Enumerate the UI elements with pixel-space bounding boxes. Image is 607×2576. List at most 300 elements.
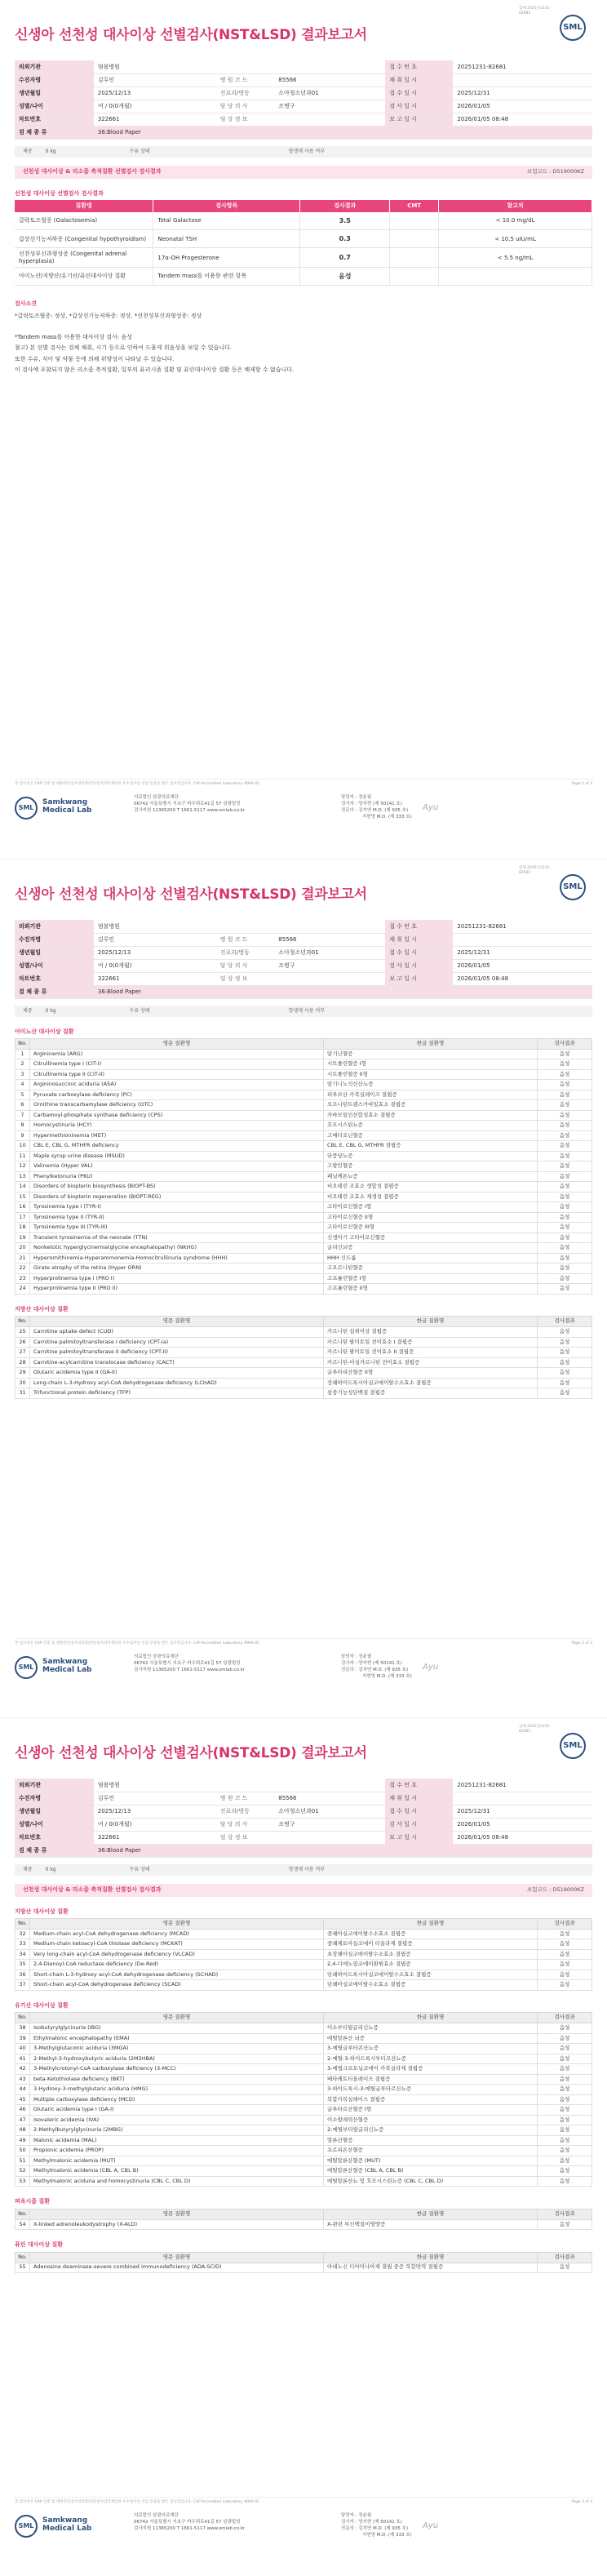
result-cell: 갈락토즈혈증 (Galactosemia) [15, 212, 153, 230]
peroxisomal-table [15, 2209, 592, 2231]
result-cell: 갑상선기능저하증 (Congenital hypothyroidism) [15, 230, 153, 248]
main-header-cell: 참고치 [439, 200, 592, 212]
disease-row [16, 1357, 592, 1368]
disease-cell: 음성 [538, 1059, 592, 1070]
disease-cell: 글루타르산혈증 I형 [324, 2105, 538, 2116]
disease-cell: 음성 [538, 2054, 592, 2064]
disease-row [16, 2156, 592, 2166]
disease-cell: 음성 [538, 2115, 592, 2125]
disease-cell: 음성 [538, 1368, 592, 1379]
disease-row [16, 1141, 592, 1152]
signature: Ayu [423, 1663, 439, 1672]
disease-cell: 19 [16, 1232, 30, 1243]
result-row [15, 230, 592, 248]
disease-cell: 음성 [538, 1327, 592, 1338]
peroxisomal-section-title: 퍼옥시좀 질환 [15, 2198, 51, 2205]
disease-cell: 음성 [538, 1960, 592, 1970]
result-cell: Neonatal TSH [153, 230, 300, 248]
disease-cell: 카르니틴 팔미토일 전이효소 I 결핍증 [324, 1337, 538, 1348]
list-header-cell: 검사결과 [538, 1317, 592, 1327]
result-cell [390, 248, 439, 268]
disease-row [16, 1151, 592, 1161]
list-header-cell: 검사결과 [538, 2013, 592, 2023]
lab-name: Samkwang Medical Lab [42, 1658, 92, 1675]
disease-cell: 3-Hydroxy-3-methylglutaric aciduria (HMG) [30, 2085, 324, 2095]
disease-row [16, 1284, 592, 1295]
disease-cell: 카르니틴 섭취이상 결핍증 [324, 1327, 538, 1338]
disease-cell: 음성 [538, 1192, 592, 1202]
disease-cell: 말론산혈증 [324, 2135, 538, 2146]
disease-cell: X-관련 부신백질이영양증 [324, 2219, 538, 2230]
disease-cell: 음성 [538, 2085, 592, 2095]
disease-cell: 44 [16, 2085, 30, 2095]
disease-cell: Hyperprolinemia type II (PRO II) [30, 1284, 324, 1295]
result-cell: Total Galactose [153, 212, 300, 230]
disease-cell: 시트룰린혈증 II형 [324, 1069, 538, 1080]
disease-cell: 13 [16, 1171, 30, 1182]
order-code: 검체 2025년1231-82681 [519, 866, 551, 875]
disease-cell: 14 [16, 1182, 30, 1193]
sml-logo: SML [560, 874, 586, 900]
disease-cell: 음성 [538, 1232, 592, 1243]
result-cell: < 10.5 uIU/mL [439, 230, 592, 248]
disease-cell: 고발린혈증 [324, 1161, 538, 1172]
result-row [15, 268, 592, 286]
disease-row [16, 2064, 592, 2075]
result-cell: 아미노산/지방산/유기산/퓨린대사이상 질환 [15, 268, 153, 286]
disease-cell: Carnitine-acylcarnitine translocase deficiency (CACT) [30, 1357, 324, 1368]
disease-cell: 음성 [538, 1337, 592, 1348]
disease-row [16, 1980, 592, 1991]
disease-cell: Citrullinemia type I (CIT-I) [30, 1059, 324, 1070]
disease-cell: 신생아기 고타이로신혈증 [324, 1232, 538, 1243]
disease-cell: 음성 [538, 1161, 592, 1172]
disease-cell: 11 [16, 1151, 30, 1161]
sml-logo: SML [560, 1733, 586, 1759]
disease-cell: CBL E, CBL G, MTHFR deficiency [30, 1141, 324, 1152]
result-cell: < 10.0 mg/dL [439, 212, 592, 230]
result-cell: < 5.5 ng/mL [439, 248, 592, 268]
disease-cell: Disorders of biopterin regeneration (BIOPT-REG) [30, 1192, 324, 1202]
disease-cell: 음성 [538, 1357, 592, 1368]
disease-cell: Medium-chain acyl-CoA dehydrogenase deficiency (MCAD) [30, 1929, 324, 1939]
disease-cell: 34 [16, 1949, 30, 1960]
disease-cell: 음성 [538, 2023, 592, 2034]
disease-cell: 오르니틴트랜스카바밀효소 결핍증 [324, 1100, 538, 1111]
disease-cell: 음성 [538, 2135, 592, 2146]
disease-row [16, 1171, 592, 1182]
disease-row [16, 1253, 592, 1264]
disease-row [16, 2115, 592, 2125]
disease-cell: Carnitine palmitoyltransferase I deficiency (CPT-Ia) [30, 1337, 324, 1348]
report-page-2 [0, 859, 607, 1717]
organic-acid-table [15, 2012, 592, 2187]
header [0, 1718, 607, 1765]
disease-cell: Carbamoyl-phosphate synthase deficiency (CPS) [30, 1110, 324, 1121]
disease-cell: 음성 [538, 1151, 592, 1161]
disease-row [16, 1949, 592, 1960]
disease-cell: Short-chain acyl-CoA dehydrogenase deficiency (SCAD) [30, 1980, 324, 1991]
disease-row [16, 2044, 592, 2054]
disease-row [16, 2094, 592, 2105]
disease-row [16, 2074, 592, 2085]
disease-cell: 12 [16, 1161, 30, 1172]
disease-cell: 알기닌혈증 [324, 1049, 538, 1059]
disease-cell: 16 [16, 1202, 30, 1213]
list-header-cell: No. [16, 1317, 30, 1327]
disease-cell: 고타이로신혈증 I형 [324, 1202, 538, 1213]
fatty-acid-table-cont [15, 1918, 592, 1991]
main-results-table [15, 200, 592, 286]
disease-cell: 음성 [538, 1970, 592, 1980]
lab-footer [15, 793, 592, 826]
disease-cell: 33 [16, 1939, 30, 1950]
disease-row [16, 2054, 592, 2064]
fatty-section-title: 지방산 대사이상 질환 [15, 1908, 69, 1915]
disease-row [16, 1161, 592, 1172]
patient-info-table: 의뢰기관 염볼병원 접 수 번 호 20251231-82681 수진자명 김루인 병 원 코 드 85566 채 취 일 시 생년월일 2025/12/13 진료과/병동 소아청소년과01 접 수 일 시 2025/12/31 성별/나이 여 / 0(0개월) 담 당 의 사 조병구 검 사 일 시 2026/01/05 차트번호 322661 임 상 정 보 보 고 일 시 2026/01/05 08:48 검 체 종 류 36:Blood Paper [15, 60, 592, 140]
disease-cell: Tyrosinemia type II (TYR-II) [30, 1212, 324, 1223]
disease-cell: Malonic acidemia (MAL) [30, 2135, 324, 2146]
disease-row [16, 1059, 592, 1070]
main-header-cell: 검사항목 [153, 200, 300, 212]
patient-info-table: 의뢰기관 염볼병원 접 수 번 호 20251231-82681 수진자명 김루인 병 원 코 드 85566 채 취 일 시 생년월일 2025/12/13 진료과/병동 소아청소년과01 접 수 일 시 2025/12/31 성별/나이 여 / 0(0개월) 담 당 의 사 조병구 검 사 일 시 2026/01/05 차트번호 322661 임 상 정 보 보 고 일 시 2026/01/05 08:48 검 체 종 류 36:Blood Paper [15, 920, 592, 999]
disease-cell: 음성 [538, 2166, 592, 2177]
disease-cell: 음성 [538, 1929, 592, 1939]
disease-cell: Hyperornithinemia-Hyperammonemia-Homocitrullinuria syndrome (HHH) [30, 1253, 324, 1264]
disease-cell: 40 [16, 2044, 30, 2054]
disease-cell: 26 [16, 1337, 30, 1348]
disease-cell: 29 [16, 1368, 30, 1379]
disease-row [16, 1192, 592, 1202]
disease-row [16, 1080, 592, 1090]
disease-cell: 43 [16, 2074, 30, 2085]
disease-cell: 음성 [538, 1388, 592, 1399]
list-header-cell: 영문 질환명 [30, 2013, 324, 2023]
disease-cell: Argininemia (ARG) [30, 1049, 324, 1059]
disease-cell: 아데노신 디아미나아제 결핍 중증 복합면역 결핍증 [324, 2263, 538, 2273]
lab-name: Samkwang Medical Lab [42, 2516, 92, 2534]
disease-cell: 초장쇄아실코에이탈수소효소 결핍증 [324, 1949, 538, 1960]
main-header-cell: CMT [390, 200, 439, 212]
disease-cell: 49 [16, 2135, 30, 2146]
disease-row [16, 1090, 592, 1100]
disease-cell: 18 [16, 1223, 30, 1233]
disease-cell: 9 [16, 1130, 30, 1141]
disease-cell: 음성 [538, 2219, 592, 2230]
disease-row [16, 2023, 592, 2034]
disease-cell: Carnitine uptake defect (CUD) [30, 1327, 324, 1338]
disease-cell: CBL E, CBL G, MTHFR 결핍증 [324, 1141, 538, 1152]
accreditation-note: 본 검사실은 CAP 인증 및 대한진단검사의학회/진단검사의학재단의 우수검사실 신임 인증을 받은 검사실입니다. CAP Accredited Laboratory. 8994-01 Page 2 of 3 [15, 1638, 592, 1646]
disease-cell: 2-Methylbutyrylglycinuria (2MBG) [30, 2125, 324, 2136]
disease-row [16, 1110, 592, 1121]
disease-cell: 음성 [538, 1110, 592, 1121]
disease-cell: Valinemia (Hyper VAL) [30, 1161, 324, 1172]
list-header-cell: 검사결과 [538, 2209, 592, 2219]
disease-cell: Isobutyrylglycinuria (IBG) [30, 2023, 324, 2034]
disease-row [16, 1232, 592, 1243]
disease-cell: Phenylketonuria (PKU) [30, 1171, 324, 1182]
disease-cell: 10 [16, 1141, 30, 1152]
disease-cell: 고타이로신혈증 II형 [324, 1212, 538, 1223]
disease-cell: Short-chain L-3-hydroxy acyl-CoA dehydrogenase deficiency (SCHAD) [30, 1970, 324, 1980]
disease-cell: 48 [16, 2125, 30, 2136]
list-header-cell: 영문 질환명 [30, 1317, 324, 1327]
disease-cell: 21 [16, 1253, 30, 1264]
disease-cell: 음성 [538, 1212, 592, 1223]
disease-row [16, 1100, 592, 1111]
list-header-cell: No. [16, 1918, 30, 1929]
disease-cell: 41 [16, 2054, 30, 2064]
report-page-1 [0, 0, 607, 859]
disease-cell: 45 [16, 2094, 30, 2105]
disease-cell: 글루타리산혈증 II형 [324, 1368, 538, 1379]
disease-cell: Trifunctional protein deficiency (TFP) [30, 1388, 324, 1399]
disease-row [16, 2125, 592, 2136]
disease-cell: 음성 [538, 2125, 592, 2136]
disease-cell: 고타이로신혈증 III형 [324, 1223, 538, 1233]
header [0, 859, 607, 907]
report-title: 신생아 선천성 대사이상 선별검사(NST&LSD) 결과보고서 [15, 1745, 367, 1761]
result-cell [390, 230, 439, 248]
disease-cell: 이소발레릭산혈증 [324, 2115, 538, 2125]
sml-logo: SML [560, 15, 586, 41]
disease-cell: 음성 [538, 1949, 592, 1960]
result-cell: 0.7 [300, 248, 390, 268]
disease-cell: 3 [16, 1069, 30, 1080]
disease-cell: 35 [16, 1960, 30, 1970]
comment-line: *갈락토즈혈증: 정상, *갑상선기능저하증: 정상, *선천성부신과형성증: 정상 [15, 312, 202, 319]
accreditation-note: 본 검사실은 CAP 인증 및 대한진단검사의학회/진단검사의학재단의 우수검사실 신임 인증을 받은 검사실입니다. CAP Accredited Laboratory. 8994-01 Page 1 of 3 [15, 779, 592, 786]
disease-cell: Tyrosinemia type III (TYR-III) [30, 1223, 324, 1233]
purine-section-title: 퓨린 대사이상 질환 [15, 2241, 63, 2249]
disease-cell: 음성 [538, 1121, 592, 1131]
disease-cell: 삼중기능성단백질 결핍증 [324, 1388, 538, 1399]
result-row [15, 248, 592, 268]
result-cell: 선천성부신과형성증 (Congenital adrenal hyperplasia) [15, 248, 153, 268]
disease-row [16, 1388, 592, 1399]
disease-cell: Long-chain L-3-Hydroxy acyl-CoA dehydrogenase deficiency (LCHAD) [30, 1378, 324, 1388]
disease-cell: 장쇄하이드록시아실코에이탈수소효소 결핍증 [324, 1378, 538, 1388]
disease-cell: 음성 [538, 1284, 592, 1295]
list-header-cell: 검사결과 [538, 1038, 592, 1049]
disease-cell: 53 [16, 2176, 30, 2187]
disease-cell: 3-메틸크로토닐코에이 카복실라제 결핍증 [324, 2064, 538, 2075]
disease-cell: 프로피온산혈증 [324, 2146, 538, 2156]
disease-cell: 음성 [538, 1980, 592, 1991]
disease-cell: 3-하이드록시-3-메틸글루타르산뇨증 [324, 2085, 538, 2095]
disease-row [16, 1960, 592, 1970]
disease-row [16, 1182, 592, 1193]
disease-cell: 42 [16, 2064, 30, 2075]
disease-cell: 카르니틴-아실카르니틴 전이효소 결핍증 [324, 1357, 538, 1368]
report-page-3 [0, 1717, 607, 2576]
disease-cell: 2-Methyl-3-hydroxybutyric aciduria (2M3HBA) [30, 2054, 324, 2064]
disease-cell: 20 [16, 1243, 30, 1254]
disease-cell: Medium-chain ketoacyl-CoA thiolase deficiency (MCKAT) [30, 1939, 324, 1950]
disease-row [16, 1378, 592, 1388]
disease-cell: 단풍당뇨증 [324, 1151, 538, 1161]
signature: Ayu [423, 803, 439, 812]
disease-cell: 음성 [538, 1182, 592, 1193]
disease-cell: 30 [16, 1378, 30, 1388]
disease-cell: 1 [16, 1049, 30, 1059]
disease-cell: 2 [16, 1059, 30, 1070]
list-header-cell: 영문 질환명 [30, 1918, 324, 1929]
disease-cell: 음성 [538, 2105, 592, 2116]
disease-cell: 음성 [538, 1253, 592, 1264]
disease-cell: 음성 [538, 1202, 592, 1213]
result-row [15, 212, 592, 230]
disease-cell: 카르니틴 팔미토일 전이효소 II 결핍증 [324, 1348, 538, 1358]
disease-cell: 메틸말론산혈증 (CBL A, CBL B) [324, 2166, 538, 2177]
disease-cell: 27 [16, 1348, 30, 1358]
disease-cell: 28 [16, 1357, 30, 1368]
lab-address: 의료법인 삼광의료재단 06742 서울특별시 서초구 바우뫼로41길 57 삼광빌딩 검사지원 11365200 T 1661-5117 www.smlab.co.kr [134, 795, 246, 813]
disease-cell: 카바모일인산합성효소 결핍증 [324, 1110, 538, 1121]
report-title: 신생아 선천성 대사이상 선별검사(NST&LSD) 결과보고서 [15, 886, 367, 903]
disease-cell: 음성 [538, 1264, 592, 1274]
disease-cell: Propionic acidemia (PROP) [30, 2146, 324, 2156]
disease-cell: Disorders of biopterin biosynthesis (BIOPT-BS) [30, 1182, 324, 1193]
fatty-section-title: 지방산 대사이상 질환 [15, 1305, 69, 1312]
disease-cell: 36 [16, 1970, 30, 1980]
disease-cell: 음성 [538, 2033, 592, 2044]
disease-cell: 호모시스틴뇨증 [324, 1121, 538, 1131]
disease-cell: 음성 [538, 1223, 592, 1233]
disease-cell: 52 [16, 2166, 30, 2177]
doctor-info: 담당자 : 정윤필 검사자 : 양지현 (제 50141 호) 전문의 : 김지연 M.D. (제 935 호) 지현영 M.D. (제 333 호) [341, 1654, 412, 1679]
disease-cell: 3-Methylglutaconic aciduria (3MGA) [30, 2044, 324, 2054]
disease-row [16, 2263, 592, 2273]
list-header-cell: No. [16, 2252, 30, 2263]
section-banner: 선천성 대사이상 & 리소좀 축적질환 선별검사 검사결과 보험코드 : D519000KZ [15, 1884, 592, 1897]
disease-cell: Hypermethioninemia (MET) [30, 1130, 324, 1141]
disease-cell: 음성 [538, 1100, 592, 1111]
disease-cell: 비오테린 조효소 재생성 결핍증 [324, 1192, 538, 1202]
list-header-cell: 영문 질환명 [30, 2209, 324, 2219]
disease-cell: Maple syrup urine disease (MSUD) [30, 1151, 324, 1161]
disease-cell: 8 [16, 1121, 30, 1131]
disease-row [16, 1368, 592, 1379]
disease-cell: Homocystinuria (HCY) [30, 1121, 324, 1131]
disease-cell: 음성 [538, 1378, 592, 1388]
disease-cell: 50 [16, 2146, 30, 2156]
list-header-cell: 한글 질환명 [324, 1038, 538, 1049]
disease-cell: Ethylmalonic encephalopathy (EMA) [30, 2033, 324, 2044]
disease-cell: 음성 [538, 1171, 592, 1182]
disease-cell: 22 [16, 1264, 30, 1274]
disease-cell: 고오르니틴혈증 [324, 1264, 538, 1274]
disease-row [16, 1337, 592, 1348]
disease-cell: beta-Ketothiolase deficiency (BKT) [30, 2074, 324, 2085]
list-header-cell: 검사결과 [538, 2252, 592, 2263]
footer-sml-logo: SML [15, 797, 38, 819]
disease-cell: 이소부티릴글리신뇨증 [324, 2023, 538, 2034]
disease-cell: 2-메틸부티릴글리신뇨증 [324, 2125, 538, 2136]
disease-cell: 음성 [538, 2094, 592, 2105]
disease-cell: 페닐케톤뇨증 [324, 1171, 538, 1182]
disease-cell: Tyrosinemia type I (TYR-I) [30, 1202, 324, 1213]
list-header-cell: No. [16, 2013, 30, 2023]
disease-cell: 음성 [538, 2146, 592, 2156]
list-header-cell: 검사결과 [538, 1918, 592, 1929]
disease-cell: 38 [16, 2023, 30, 2034]
doctor-info: 담당자 : 정윤필 검사자 : 양지현 (제 50141 호) 전문의 : 김지연 M.D. (제 935 호) 지현영 M.D. (제 333 호) [341, 795, 412, 819]
disease-cell: Girate atrophy of the retina (Hyper ORN) [30, 1264, 324, 1274]
disease-row [16, 2085, 592, 2095]
comment-line: 또한 수유, 식이 및 약물 등에 의해 위양성이 나타날 수 있습니다. [15, 355, 175, 362]
sample-condition-bar: 체중 0 kg 수유 상태 항생제 사용 여부 [15, 1006, 592, 1017]
disease-cell: 55 [16, 2263, 30, 2273]
result-cell: 0.3 [300, 230, 390, 248]
disease-cell: 2,4-디에노일코에이환원효소 결핍증 [324, 1960, 538, 1970]
disease-cell: 고프롤린혈증 II형 [324, 1284, 538, 1295]
disease-cell: Transient tyrosinemia of the neonate (TTN) [30, 1232, 324, 1243]
disease-row [16, 1202, 592, 1213]
disease-cell: 시트룰린혈증 I형 [324, 1059, 538, 1070]
disease-row [16, 1264, 592, 1274]
order-code: 검체 2025년1231-82681 [519, 1725, 551, 1734]
disease-cell: 음성 [538, 1939, 592, 1950]
disease-cell: 중쇄아실코에이탈수소효소 결핍증 [324, 1929, 538, 1939]
disease-cell: Methylmalonic acidemia (CBL A, CBL B) [30, 2166, 324, 2177]
disease-cell: 2,4-Dienoyl-CoA reductase deficiency (De-Red) [30, 1960, 324, 1970]
disease-cell: Nonketotic hyperglycinemia(glycine encephalopathy) (NKHG) [30, 1243, 324, 1254]
disease-cell: 음성 [538, 1090, 592, 1100]
result-cell: Tandem mass를 이용한 관련 항목 [153, 268, 300, 286]
doctor-info: 담당자 : 정윤필 검사자 : 양지현 (제 50141 호) 전문의 : 김지연 M.D. (제 935 호) 지현영 M.D. (제 333 호) [341, 2513, 412, 2538]
disease-row [16, 1212, 592, 1223]
disease-cell: 음성 [538, 1080, 592, 1090]
result-cell [390, 268, 439, 286]
lab-footer [15, 2512, 592, 2544]
disease-cell: Isovaleric acidemia (IVA) [30, 2115, 324, 2125]
disease-row [16, 2146, 592, 2156]
disease-cell: 베타케토티올레이즈 결핍증 [324, 2074, 538, 2085]
footer-sml-logo: SML [15, 2515, 38, 2538]
comment-block: 검사소견 *갈락토즈혈증: 정상, *갑상선기능저하증: 정상, *선천성부신과형성증: 정상 *Tandem mass를 이용한 대사이상 검사: 음성 참고) 본 선별 검사는 검체 채취, 시기 등으로 인하여 드물게 위음성을 보일 수 있습니다. 또한 수유, 식이 및 약물 등에 의해 위양성이 나타날 수 있습니다. 이 검사에 포함되지 않은 리소좀 축적질환, 일부의 퓨리시즘 질환 및 퓨린대사이상 질환 등은 배제할 수 없습니다. [15, 300, 592, 373]
disease-cell: 중쇄케토아실코에이 티올라제 결핍증 [324, 1939, 538, 1950]
list-header-cell: 한글 질환명 [324, 2252, 538, 2263]
disease-cell: 17 [16, 1212, 30, 1223]
disease-cell: Hyperprolinemia type I (PRO I) [30, 1273, 324, 1284]
disease-cell: HHH 신드롬 [324, 1253, 538, 1264]
disease-cell: 6 [16, 1100, 30, 1111]
disease-cell: 고메티오닌혈증 [324, 1130, 538, 1141]
disease-cell: 54 [16, 2219, 30, 2230]
disease-cell: X-linked adrenoleukodystrophy (X-ALD) [30, 2219, 324, 2230]
disease-cell: 15 [16, 1192, 30, 1202]
disease-row [16, 1130, 592, 1141]
disease-cell: 24 [16, 1284, 30, 1295]
sample-condition-bar: 체중 0 kg 수유 상태 항생제 사용 여부 [15, 1864, 592, 1876]
disease-cell: 음성 [538, 1243, 592, 1254]
disease-row [16, 2033, 592, 2044]
disease-cell: 음성 [538, 1348, 592, 1358]
patient-info-table: 의뢰기관 염볼병원 접 수 번 호 20251231-82681 수진자명 김루인 병 원 코 드 85566 채 취 일 시 생년월일 2025/12/13 진료과/병동 소아청소년과01 접 수 일 시 2025/12/31 성별/나이 여 / 0(0개월) 담 당 의 사 조병구 검 사 일 시 2026/01/05 차트번호 322661 임 상 정 보 보 고 일 시 2026/01/05 08:48 검 체 종 류 36:Blood Paper [15, 1779, 592, 1858]
disease-row [16, 1327, 592, 1338]
section-banner: 선천성 대사이상 & 리소좀 축적질환 선별검사 검사결과 보험코드 : D519000KZ [15, 166, 592, 179]
disease-cell: Citrullinemia type II (CIT-II) [30, 1069, 324, 1080]
disease-cell: 7 [16, 1110, 30, 1121]
disease-cell: 음성 [538, 1069, 592, 1080]
disease-row [16, 1069, 592, 1080]
disease-cell: Methylmalonic aciduria and homocystinuria (CBL C, CBL D) [30, 2176, 324, 2187]
result-cell [390, 212, 439, 230]
main-header-cell: 질환명 [15, 200, 153, 212]
